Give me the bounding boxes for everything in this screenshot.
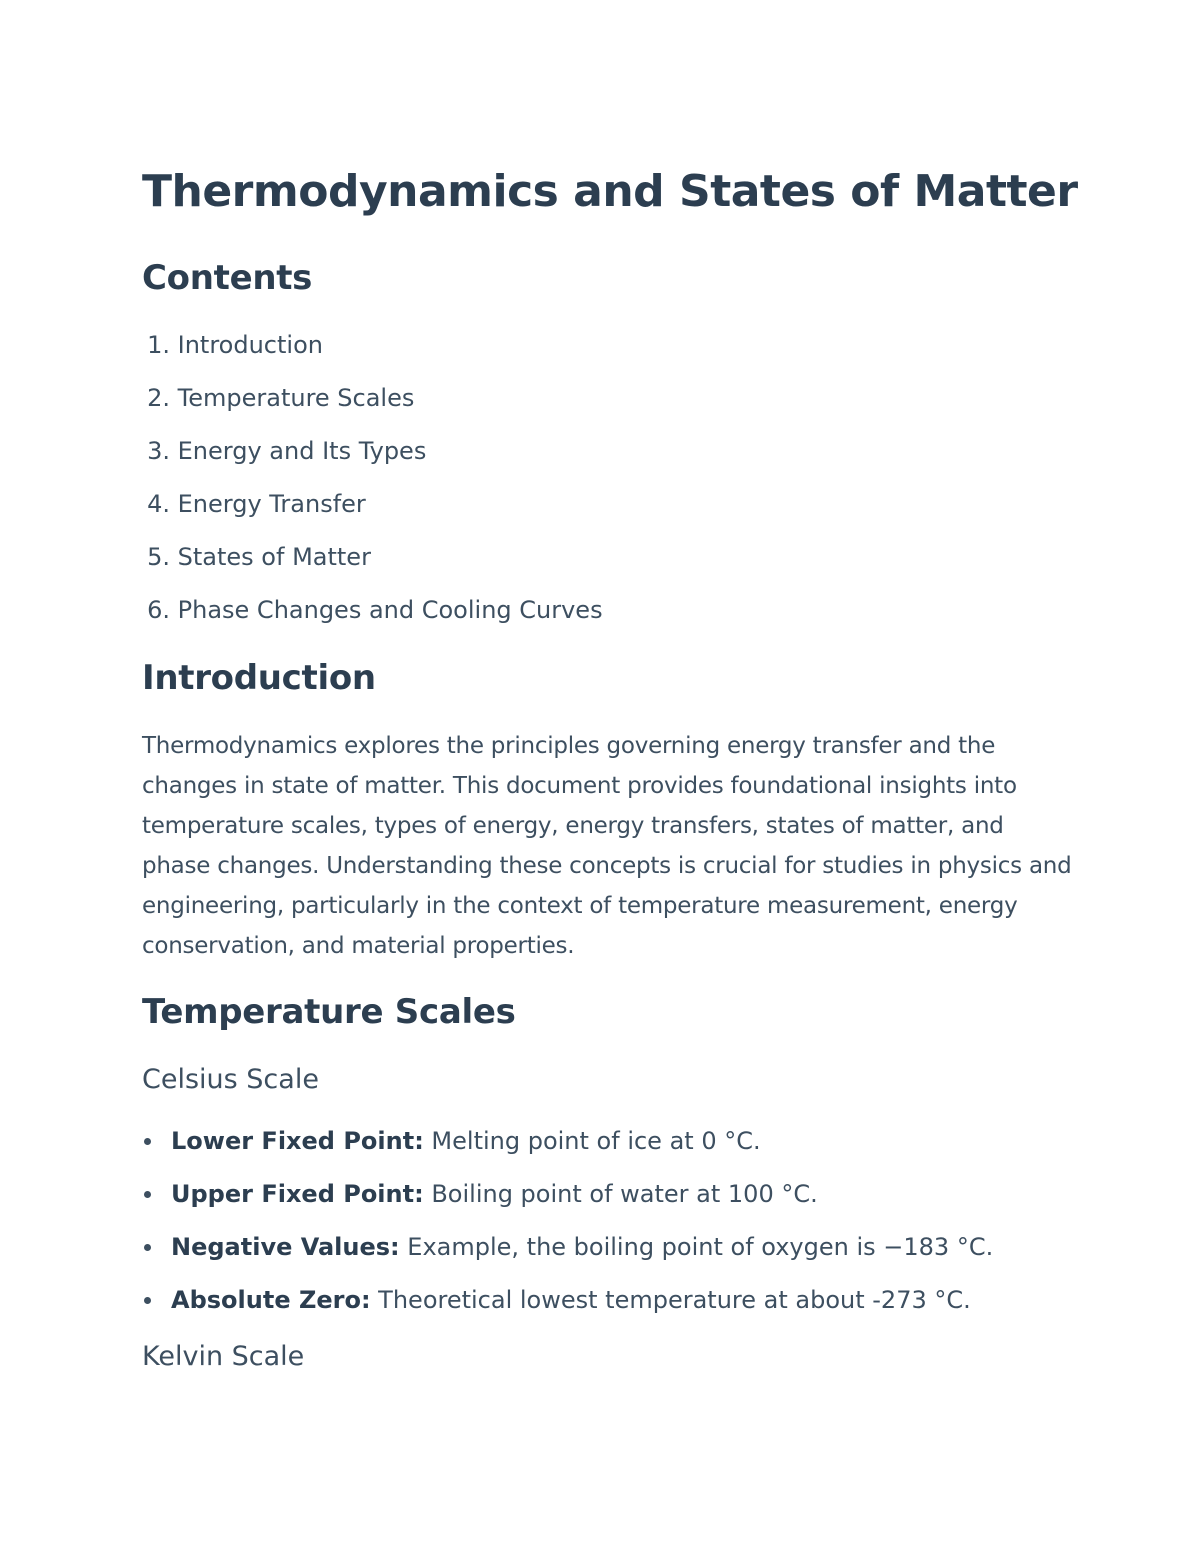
list-item: Lower Fixed Point: Melting point of ice at 0 °C.	[142, 1124, 993, 1177]
list-item: Absolute Zero: Theoretical lowest temperature at about -273 °C.	[142, 1283, 993, 1336]
contents-heading: Contents	[142, 258, 313, 298]
toc-item-energy-types[interactable]: 3. Energy and Its Types	[147, 437, 427, 465]
table-of-contents	[142, 328, 603, 646]
document-title: Thermodynamics and States of Matter	[142, 166, 1078, 217]
list-item: Negative Values: Example, the boiling point of oxygen is −183 °C.	[142, 1230, 993, 1283]
kelvin-scale-heading: Kelvin Scale	[142, 1341, 305, 1372]
introduction-heading: Introduction	[142, 658, 376, 698]
introduction-paragraph: Thermodynamics explores the principles governing energy transfer and the changes in state of matter. This document provides foundational insights into temperature scales, types of energy, energy transfers, states of matter, and phase changes. Understanding these concepts is crucial for studies in physics and engineering, particularly in the context of temperature measurement, energy conservation, and material properties.	[142, 733, 1072, 959]
toc-item-phase-changes[interactable]: 6. Phase Changes and Cooling Curves	[147, 596, 603, 624]
toc-item-introduction[interactable]: 1. Introduction	[147, 331, 323, 359]
celsius-bullet-list	[142, 1124, 993, 1336]
toc-item-states-of-matter[interactable]: 5. States of Matter	[147, 543, 371, 571]
celsius-scale-heading: Celsius Scale	[142, 1064, 319, 1095]
toc-item-temperature-scales[interactable]: 2. Temperature Scales	[147, 384, 415, 412]
temperature-scales-heading: Temperature Scales	[142, 992, 516, 1032]
toc-item-energy-transfer[interactable]: 4. Energy Transfer	[147, 490, 366, 518]
list-item: Upper Fixed Point: Boiling point of water at 100 °C.	[142, 1177, 993, 1230]
